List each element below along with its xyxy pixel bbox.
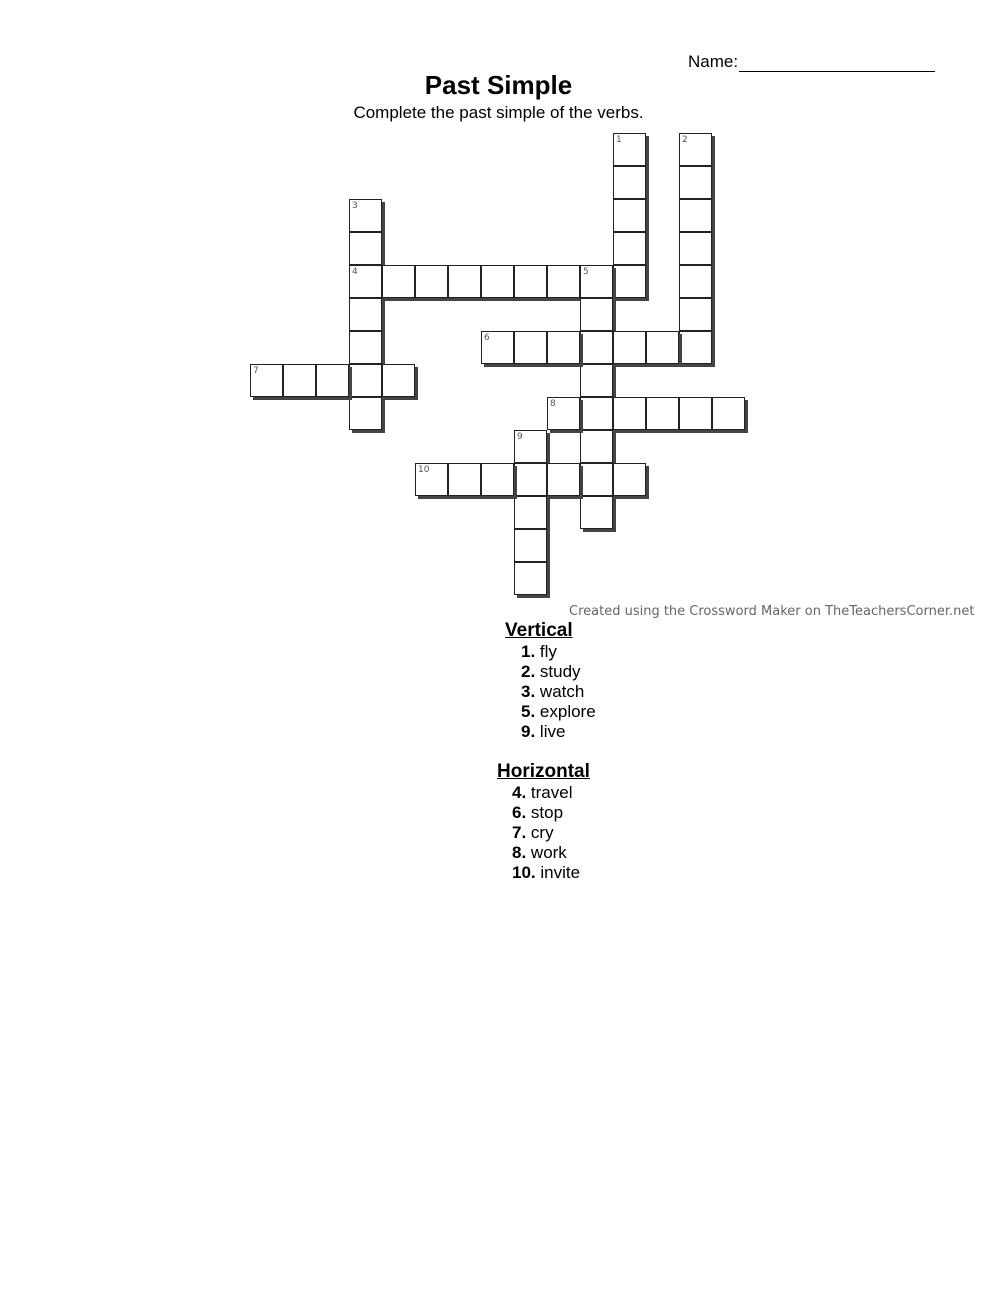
clue-number: 9.	[521, 722, 536, 741]
crossword-cell[interactable]	[613, 463, 646, 496]
crossword-cell[interactable]	[580, 364, 613, 397]
clue-number: 10.	[512, 863, 536, 882]
clue-number-label: 5	[583, 267, 589, 277]
vertical-clues-list	[521, 642, 596, 742]
crossword-cell[interactable]	[679, 265, 712, 298]
clue-text: fly	[535, 642, 557, 661]
crossword-cell[interactable]	[415, 265, 448, 298]
crossword-cell[interactable]	[613, 331, 646, 364]
horizontal-clue-item	[512, 803, 580, 823]
crossword-cell[interactable]	[514, 430, 547, 463]
clue-number: 4.	[512, 783, 527, 802]
horizontal-clue-item	[512, 823, 580, 843]
clue-text: invite	[535, 863, 581, 882]
crossword-cell[interactable]	[580, 430, 613, 463]
horizontal-clues-heading: Horizontal	[497, 761, 590, 782]
crossword-cell[interactable]	[349, 265, 382, 298]
horizontal-clue-item	[512, 843, 580, 863]
clue-number-label: 3	[352, 201, 358, 211]
crossword-cell[interactable]	[514, 529, 547, 562]
crossword-cell[interactable]	[613, 166, 646, 199]
crossword-cell[interactable]	[448, 265, 481, 298]
crossword-cell[interactable]	[547, 463, 580, 496]
name-label: Name:	[688, 52, 739, 71]
clue-number: 7.	[512, 823, 527, 842]
vertical-clue-item	[521, 702, 596, 722]
clue-text: travel	[526, 783, 573, 802]
clue-number-label: 8	[550, 399, 556, 409]
crossword-cell[interactable]	[613, 232, 646, 265]
clue-text: work	[526, 843, 567, 862]
crossword-cell[interactable]	[712, 397, 745, 430]
crossword-cell[interactable]	[382, 364, 415, 397]
crossword-cell[interactable]	[349, 331, 382, 364]
crossword-cell[interactable]	[613, 199, 646, 232]
crossword-cell[interactable]	[514, 562, 547, 595]
vertical-clue-item	[521, 682, 596, 702]
crossword-cell[interactable]	[580, 298, 613, 331]
crossword-cell[interactable]	[679, 232, 712, 265]
clue-text: explore	[535, 702, 596, 721]
vertical-clue-item	[521, 662, 596, 682]
crossword-cell[interactable]	[547, 265, 580, 298]
crossword-cell[interactable]	[547, 331, 580, 364]
clue-number-label: 4	[352, 267, 358, 277]
vertical-clue-item	[521, 642, 596, 662]
crossword-cell[interactable]	[679, 199, 712, 232]
crossword-cell[interactable]	[481, 265, 514, 298]
vertical-clues-heading: Vertical	[505, 620, 573, 641]
vertical-clue-item	[521, 722, 596, 742]
crossword-grid	[0, 0, 1000, 620]
crossword-cell[interactable]	[349, 364, 382, 397]
clue-number: 6.	[512, 803, 527, 822]
clue-text: watch	[535, 682, 585, 701]
crossword-cell[interactable]	[580, 265, 613, 298]
crossword-cell[interactable]	[415, 463, 448, 496]
clue-text: live	[535, 722, 566, 741]
clue-text: cry	[526, 823, 554, 842]
crossword-cell[interactable]	[580, 331, 613, 364]
clue-number-label: 2	[682, 135, 688, 145]
credit-line: Created using the Crossword Maker on TheTeachersCorner.net	[569, 604, 975, 619]
crossword-cell[interactable]	[481, 463, 514, 496]
clue-number: 2.	[521, 662, 536, 681]
clue-text: study	[535, 662, 581, 681]
clue-text: stop	[526, 803, 564, 822]
crossword-cell[interactable]	[283, 364, 316, 397]
worksheet-instructions: Complete the past simple of the verbs.	[353, 103, 644, 122]
crossword-cell[interactable]	[679, 397, 712, 430]
crossword-cell[interactable]	[316, 364, 349, 397]
clue-number: 3.	[521, 682, 536, 701]
clue-number-label: 6	[484, 333, 490, 343]
worksheet-title: Past Simple	[424, 70, 573, 100]
horizontal-clue-item	[512, 863, 580, 883]
crossword-cell[interactable]	[679, 133, 712, 166]
crossword-cell[interactable]	[679, 298, 712, 331]
horizontal-clues-list	[512, 783, 580, 883]
crossword-cell[interactable]	[580, 496, 613, 529]
crossword-cell[interactable]	[349, 397, 382, 430]
crossword-cell[interactable]	[514, 463, 547, 496]
clue-number-label: 1	[616, 135, 622, 145]
clue-number-label: 7	[253, 366, 259, 376]
crossword-cell[interactable]	[646, 331, 679, 364]
crossword-cell[interactable]	[613, 265, 646, 298]
crossword-cell[interactable]	[481, 331, 514, 364]
crossword-cell[interactable]	[547, 397, 580, 430]
crossword-cell[interactable]	[514, 496, 547, 529]
crossword-cell[interactable]	[580, 463, 613, 496]
crossword-cell[interactable]	[514, 331, 547, 364]
crossword-cell[interactable]	[679, 331, 712, 364]
crossword-cell[interactable]	[448, 463, 481, 496]
crossword-cell[interactable]	[250, 364, 283, 397]
crossword-cell[interactable]	[613, 397, 646, 430]
crossword-cell[interactable]	[646, 397, 679, 430]
clue-number: 5.	[521, 702, 536, 721]
crossword-cell[interactable]	[679, 166, 712, 199]
clue-number: 8.	[512, 843, 527, 862]
crossword-cell[interactable]	[382, 265, 415, 298]
crossword-cell[interactable]	[580, 397, 613, 430]
horizontal-clue-item	[512, 783, 580, 803]
clue-number: 1.	[521, 642, 536, 661]
clue-number-label: 10	[418, 465, 430, 475]
crossword-cell[interactable]	[349, 199, 382, 232]
crossword-cell[interactable]	[349, 232, 382, 265]
crossword-cell[interactable]	[613, 133, 646, 166]
crossword-cell[interactable]	[349, 298, 382, 331]
clue-number-label: 9	[517, 432, 523, 442]
crossword-cell[interactable]	[514, 265, 547, 298]
